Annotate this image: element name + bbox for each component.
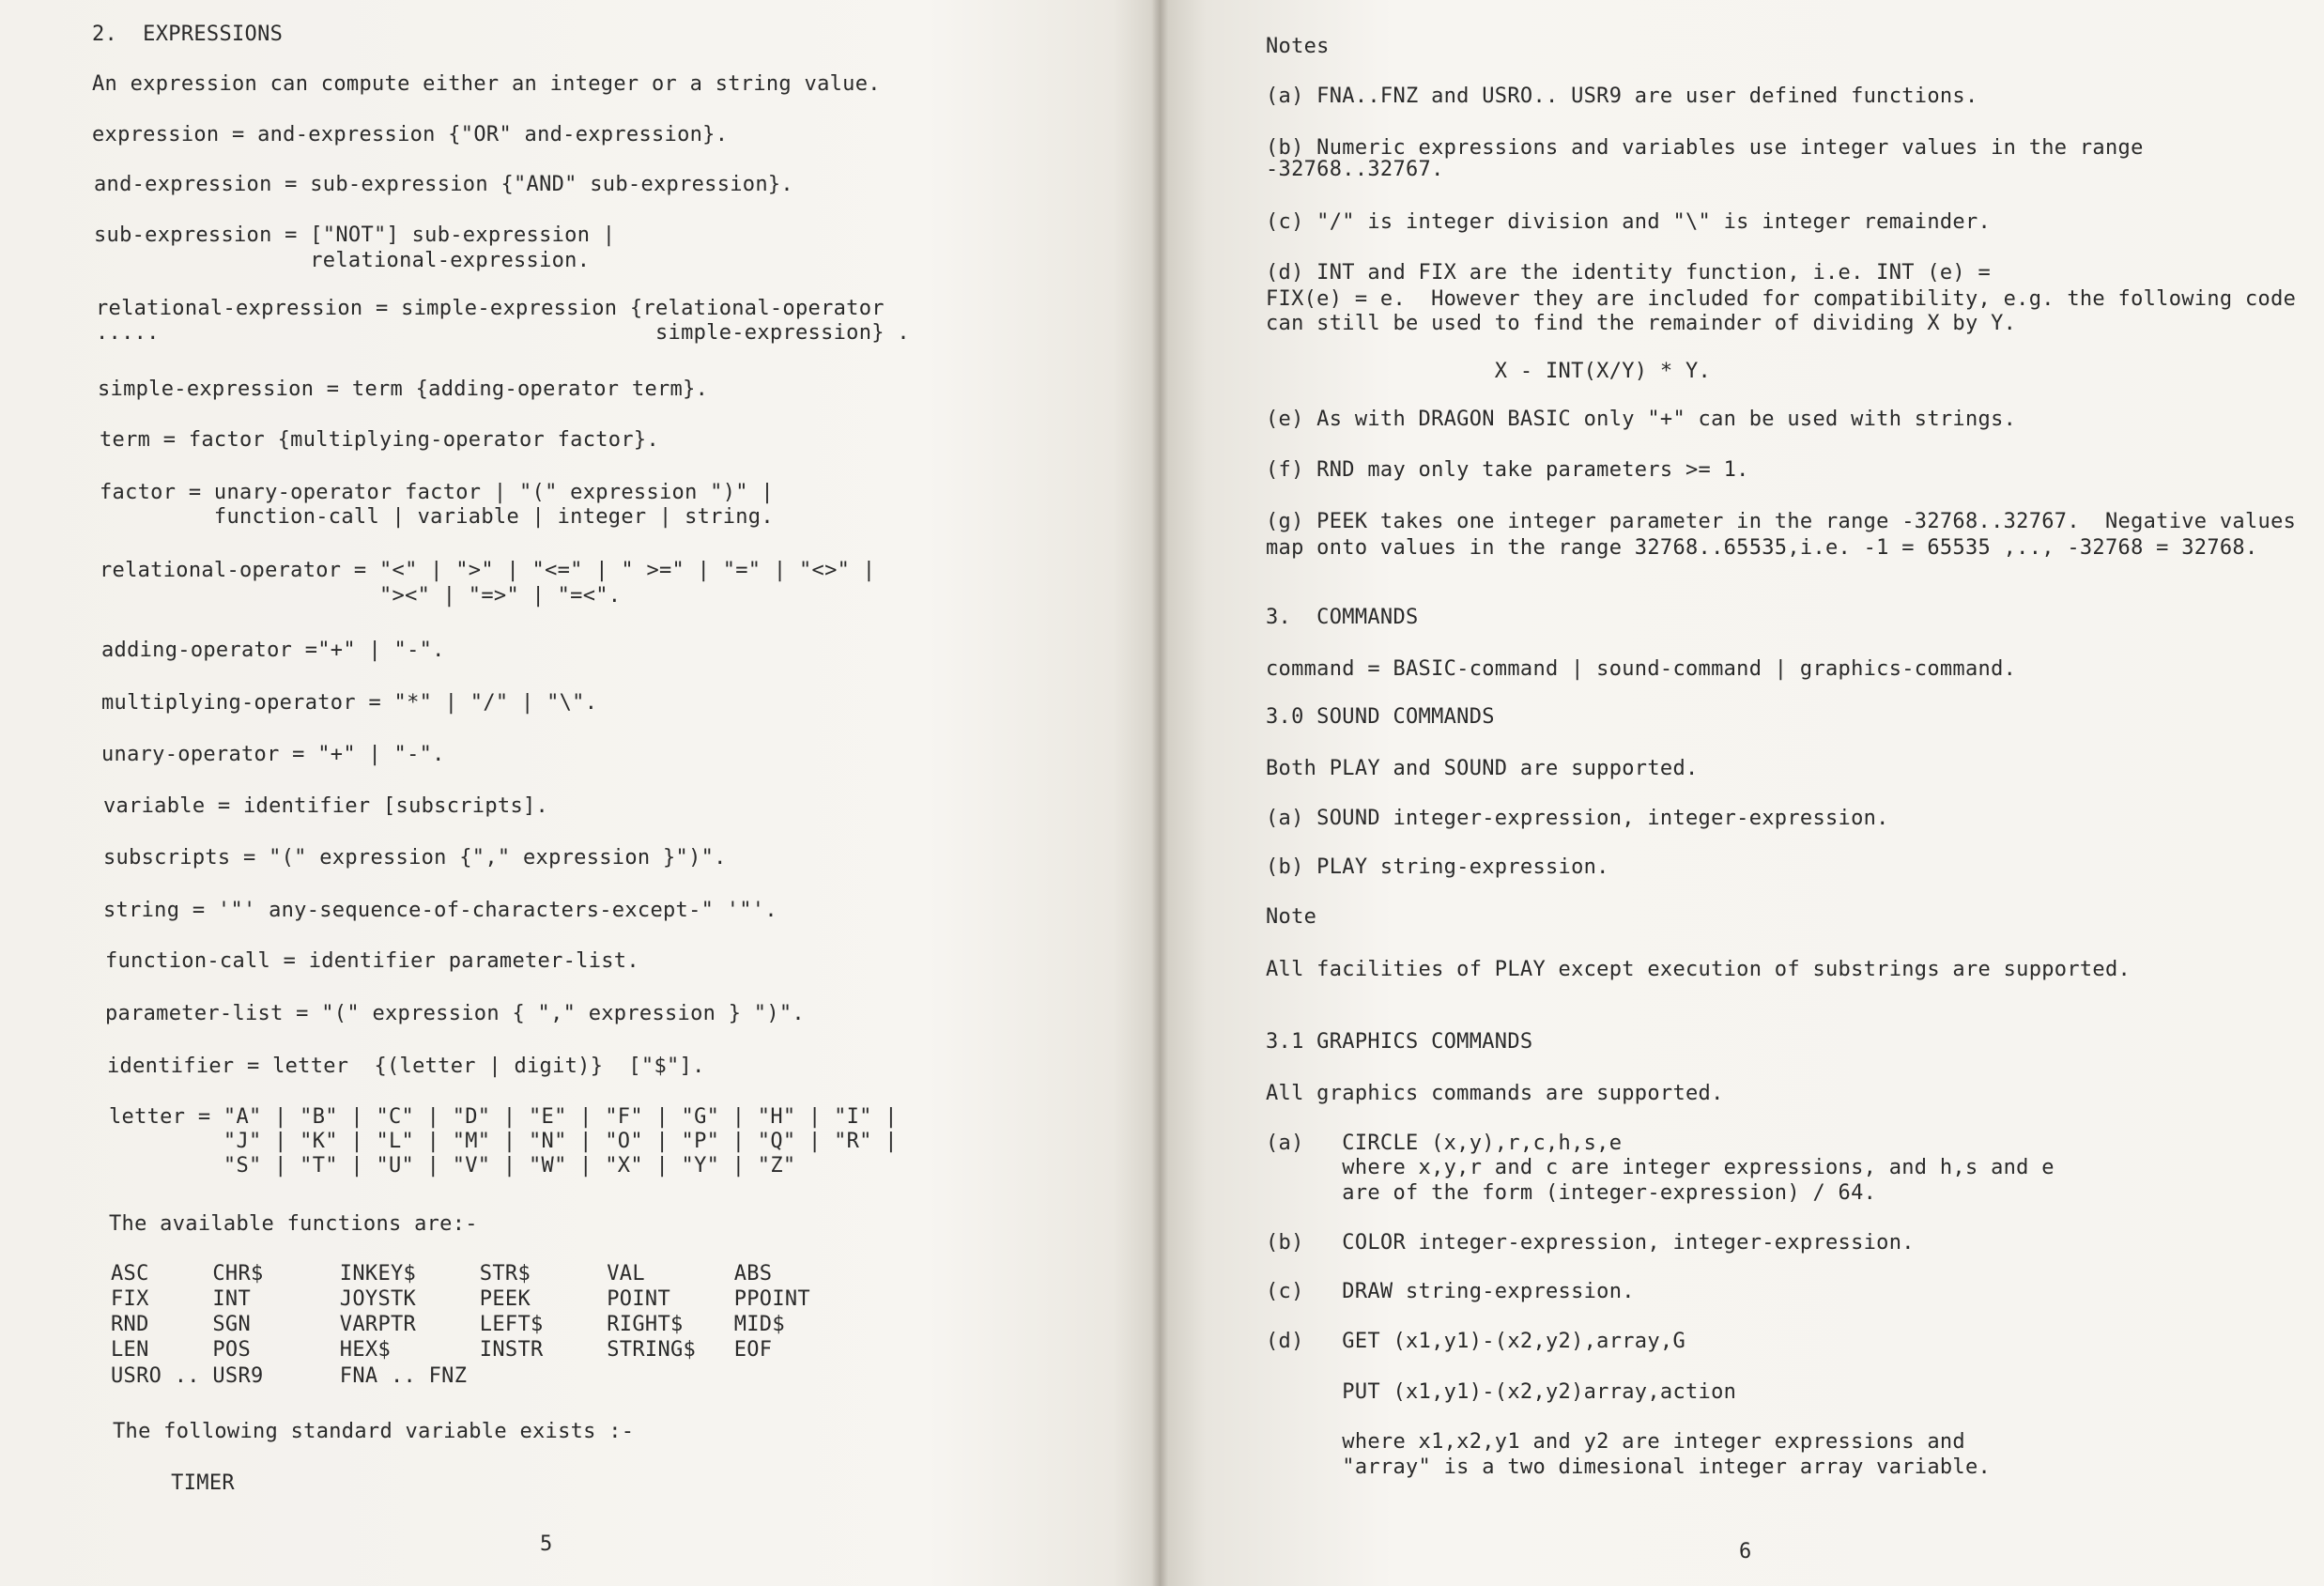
text-line: function-call | variable | integer | string. bbox=[100, 505, 774, 529]
text-line: and-expression = sub-expression {"AND" sub-expression}. bbox=[94, 173, 793, 196]
text-line: X - INT(X/Y) * Y. bbox=[1266, 360, 1712, 383]
text-line: The following standard variable exists :- bbox=[113, 1420, 635, 1443]
page-number: 5 bbox=[540, 1532, 553, 1556]
text-line: "J" | "K" | "L" | "M" | "N" | "O" | "P" | "Q" | "R" | bbox=[109, 1130, 898, 1153]
text-line: multiplying-operator = "*" | "/" | "\". bbox=[101, 691, 598, 715]
text-line: (b) PLAY string-expression. bbox=[1266, 855, 1609, 879]
text-line: string = '"' any-sequence-of-characters-except-" '"'. bbox=[103, 899, 777, 922]
text-line: (c) "/" is integer division and "\" is integer remainder. bbox=[1266, 210, 1992, 234]
text-line: sub-expression = ["NOT"] sub-expression | bbox=[94, 223, 616, 247]
right-page bbox=[1160, 0, 2324, 1586]
text-line: command = BASIC-command | sound-command | graphics-command. bbox=[1266, 657, 2017, 681]
text-line: (d) GET (x1,y1)-(x2,y2),array,G bbox=[1266, 1330, 1685, 1353]
text-line: relational-expression. bbox=[94, 249, 591, 272]
text-line: TIMER bbox=[120, 1471, 235, 1495]
text-line: ..... simple-expression} . bbox=[96, 321, 910, 345]
page-number: 6 bbox=[1739, 1540, 1752, 1563]
text-line: FIX(e) = e. However they are included for compatibility, e.g. the following code bbox=[1266, 287, 2297, 311]
function-table-row: RND SGN VARPTR LEFT$ RIGHT$ MID$ bbox=[111, 1313, 785, 1336]
text-line: parameter-list = "(" expression { "," expression } ")". bbox=[105, 1002, 805, 1025]
text-line: The available functions are:- bbox=[109, 1212, 478, 1236]
text-line: (a) CIRCLE (x,y),r,c,h,s,e bbox=[1266, 1132, 1623, 1155]
section-heading-expressions: 2. EXPRESSIONS bbox=[92, 23, 284, 46]
text-line: (a) SOUND integer-expression, integer-expression. bbox=[1266, 807, 1889, 830]
note-heading: Note bbox=[1266, 905, 1317, 929]
text-line: "array" is a two dimesional integer array variable. bbox=[1266, 1455, 1992, 1479]
section-heading-commands: 3. COMMANDS bbox=[1266, 606, 1419, 629]
subsection-heading: 3.0 SOUND COMMANDS bbox=[1266, 705, 1495, 729]
text-line: (b) COLOR integer-expression, integer-expression. bbox=[1266, 1231, 1915, 1255]
function-table-row: USRO .. USR9 FNA .. FNZ bbox=[111, 1364, 468, 1388]
text-line: term = factor {multiplying-operator factor}. bbox=[100, 428, 659, 452]
text-line: adding-operator ="+" | "-". bbox=[101, 639, 445, 662]
text-line: (g) PEEK takes one integer parameter in the range -32768..32767. Negative values bbox=[1266, 510, 2297, 533]
text-line: (e) As with DRAGON BASIC only "+" can be used with strings. bbox=[1266, 408, 2017, 431]
text-line: "S" | "T" | "U" | "V" | "W" | "X" | "Y" | "Z" bbox=[109, 1154, 796, 1178]
text-line: -32768..32767. bbox=[1266, 158, 1444, 181]
text-line: where x,y,r and c are integer expressions, and h,s and e bbox=[1266, 1156, 2055, 1179]
text-line: where x1,x2,y1 and y2 are integer expressions and bbox=[1266, 1430, 1965, 1454]
function-table-row: ASC CHR$ INKEY$ STR$ VAL ABS bbox=[111, 1262, 773, 1286]
text-line: (a) FNA..FNZ and USRO.. USR9 are user defined functions. bbox=[1266, 85, 1978, 108]
left-page bbox=[0, 0, 1160, 1586]
text-line: All graphics commands are supported. bbox=[1266, 1082, 1724, 1105]
text-line: relational-expression = simple-expression {relational-operator bbox=[96, 297, 885, 320]
text-line: subscripts = "(" expression {"," expression }")". bbox=[103, 846, 727, 870]
function-table-row: LEN POS HEX$ INSTR STRING$ EOF bbox=[111, 1338, 773, 1362]
text-line: PUT (x1,y1)-(x2,y2)array,action bbox=[1266, 1380, 1737, 1404]
text-line: simple-expression = term {adding-operator term}. bbox=[98, 377, 709, 401]
subsection-heading: 3.1 GRAPHICS COMMANDS bbox=[1266, 1030, 1533, 1054]
text-line: relational-operator = "<" | ">" | "<=" | " >=" | "=" | "<>" | bbox=[100, 559, 876, 582]
text-line: unary-operator = "+" | "-". bbox=[101, 743, 445, 766]
text-line: (b) Numeric expressions and variables use integer values in the range bbox=[1266, 136, 2144, 160]
text-line: (c) DRAW string-expression. bbox=[1266, 1280, 1635, 1303]
text-line: (f) RND may only take parameters >= 1. bbox=[1266, 458, 1749, 482]
text-line: expression = and-expression {"OR" and-expression}. bbox=[92, 123, 729, 146]
text-line: An expression can compute either an integer or a string value. bbox=[92, 72, 881, 96]
function-table-row: FIX INT JOYSTK PEEK POINT PPOINT bbox=[111, 1287, 810, 1311]
text-line: variable = identifier [subscripts]. bbox=[103, 794, 549, 818]
text-line: are of the form (integer-expression) / 64. bbox=[1266, 1181, 1877, 1205]
text-line: "><" | "=>" | "=<". bbox=[100, 584, 622, 608]
book-gutter bbox=[1151, 0, 1168, 1586]
text-line: Both PLAY and SOUND are supported. bbox=[1266, 757, 1699, 780]
text-line: can still be used to find the remainder of dividing X by Y. bbox=[1266, 312, 2017, 335]
text-line: letter = "A" | "B" | "C" | "D" | "E" | "F" | "G" | "H" | "I" | bbox=[109, 1105, 898, 1129]
text-line: (d) INT and FIX are the identity function, i.e. INT (e) = bbox=[1266, 261, 1992, 285]
text-line: All facilities of PLAY except execution of substrings are supported. bbox=[1266, 958, 2132, 981]
text-line: map onto values in the range 32768..65535,i.e. -1 = 65535 ,.., -32768 = 32768. bbox=[1266, 536, 2258, 560]
notes-heading: Notes bbox=[1266, 35, 1330, 58]
text-line: function-call = identifier parameter-list. bbox=[105, 949, 639, 973]
text-line: identifier = letter {(letter | digit)} ["$"]. bbox=[107, 1055, 705, 1078]
text-line: factor = unary-operator factor | "(" expression ")" | bbox=[100, 481, 774, 504]
